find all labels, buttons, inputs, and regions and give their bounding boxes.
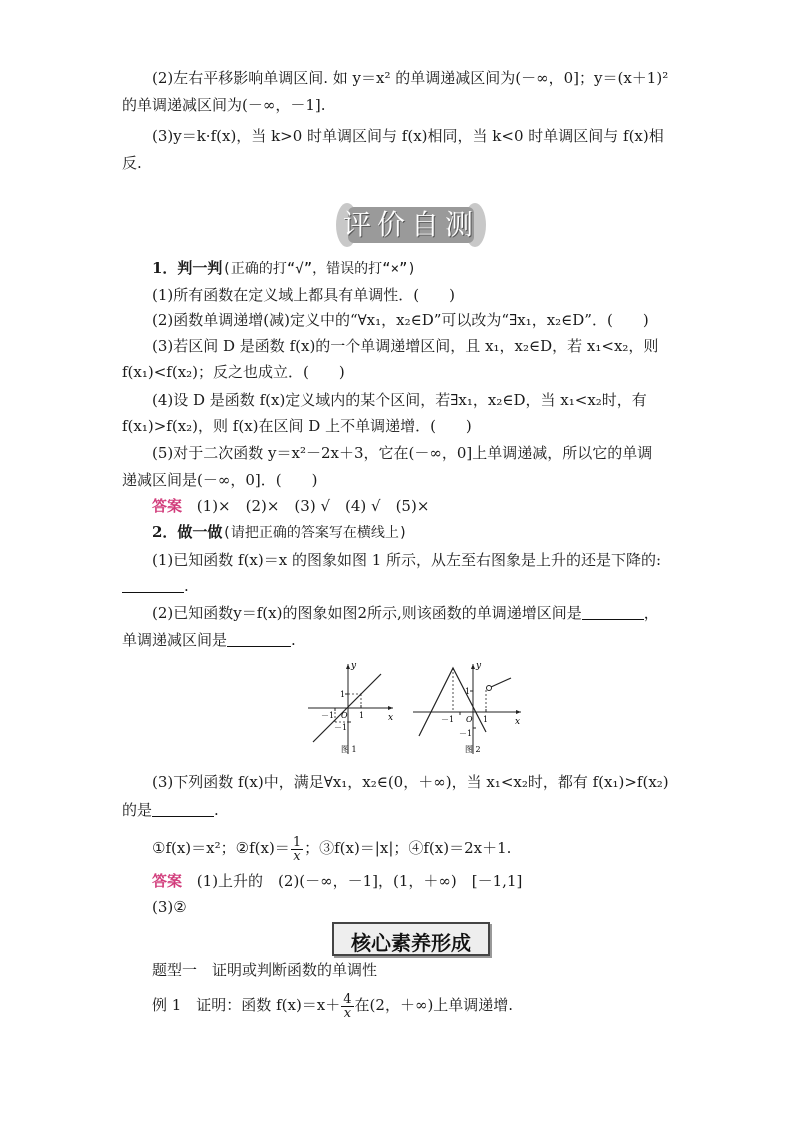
q1-item5-line2: 递减区间是(－∞，0]．( ) — [122, 471, 318, 489]
q2-item2-comma: ， — [643, 604, 659, 622]
fig2-axis-x: x — [515, 717, 521, 727]
q1-item5-line1: (5)对于二次函数 y＝x²－2x＋3，它在(－∞，0]上单调递减，所以它的单调 — [152, 444, 653, 462]
fig2-axis-y: y — [476, 661, 482, 671]
q2-item3-line1: (3)下列函数 f(x)中，满足∀x₁，x₂∈(0，＋∞)，当 x₁<x₂时，都有 f(x₁)>f(x₂) — [152, 773, 669, 791]
fig2-origin: O — [466, 715, 473, 724]
example-1 — [152, 988, 794, 1022]
q2-item2-blank-decrease[interactable] — [227, 632, 291, 647]
q2-item1-line1: (1)已知函数 f(x)＝x 的图象如图 1 所示，从左至右图象是上升的还是下降的: — [152, 551, 662, 569]
figure-1 — [308, 661, 393, 754]
q1-item4-line1: (4)设 D 是函数 f(x)定义域内的某个区间，若∃x₁，x₂∈D，当 x₁<x₂时，有 — [152, 391, 647, 409]
q2-options-a: ①f(x)＝x²；②f(x)＝ — [152, 839, 290, 857]
q1-answer-text: (1)× (2)× (3) √ (4) √ (5)× — [196, 497, 430, 515]
fraction-denominator: x — [343, 1005, 352, 1021]
q2-item3-period: . — [214, 801, 219, 819]
q1-item1: (1)所有函数在定义域上都具有单调性．( ) — [152, 286, 455, 304]
q2-answer-line2: (3)② — [152, 898, 187, 916]
fig2-tick-x1: 1 — [483, 715, 489, 724]
q2-item2-text: (2)已知函数y＝f(x)的图象如图2所示,则该函数的单调递增区间是 — [152, 604, 582, 622]
q2-options-b: ；③f(x)＝|x|；④f(x)＝2x＋1. — [304, 839, 512, 857]
q1-item2: (2)函数单调递增(减)定义中的“∀x₁，x₂∈D”可以改为“∃x₁，x₂∈D”．( ) — [152, 311, 649, 329]
q2-item2-period: . — [291, 631, 296, 649]
section-type1: 题型一 证明或判断函数的单调性 — [152, 961, 378, 979]
q1-item4-line2: f(x₁)>f(x₂)，则 f(x)在区间 D 上不单调递增．( ) — [122, 417, 472, 435]
q1-head: 1．判一判 — [152, 259, 223, 277]
q2-note: (请把正确的答案写在横线上) — [222, 525, 408, 541]
figure-2 — [413, 661, 521, 754]
q1-answer-label: 答案 — [152, 497, 183, 515]
q1-heading — [152, 258, 794, 279]
fig2-tick-xneg1: －1 — [441, 715, 455, 724]
example-1-text-b: 在(2，＋∞)上单调递增. — [354, 996, 514, 1014]
fraction-numerator: 4 — [343, 991, 352, 1007]
fraction-denominator: x — [293, 848, 301, 864]
self-test-banner — [340, 203, 482, 247]
fig2-piecewise-curve — [419, 668, 489, 736]
fraction-numerator: 1 — [292, 834, 302, 850]
q2-item2-line2 — [122, 630, 794, 650]
intro-p2-line2: 的单调递减区间为(－∞，－1]. — [122, 96, 326, 114]
fraction-4-over-x — [341, 993, 353, 1020]
core-literacy-banner — [332, 922, 490, 956]
fig1-tick-x1: 1 — [359, 711, 365, 720]
fig1-axis-x: x — [388, 713, 394, 723]
fig1-origin: O — [341, 711, 348, 720]
fig2-caption: 图 2 — [465, 745, 481, 754]
q2-item1-line2 — [122, 576, 794, 596]
q2-item3-blank[interactable] — [152, 802, 214, 817]
intro-p2-line1: (2)左右平移影响单调区间. 如 y＝x² 的单调递减区间为(－∞，0]；y＝(x＋1)² — [152, 69, 669, 87]
core-literacy-title: 核心素养形成 — [351, 931, 471, 955]
fig1-tick-yneg1: －1 — [334, 723, 348, 732]
fig1-tick-xneg1: －1 — [321, 711, 335, 720]
q1-answer — [152, 496, 794, 516]
fig1-tick-y1: 1 — [340, 690, 346, 699]
q2-options — [152, 832, 794, 864]
fig1-axis-y: y — [351, 661, 357, 671]
q1-note: (正确的打“√”，错误的打“×”) — [222, 261, 416, 277]
fig1-caption: 图 1 — [341, 745, 357, 754]
q2-answer-text: (1)上升的 (2)(－∞，－1]，(1，＋∞) [－1,1] — [196, 872, 523, 890]
q2-head: 2．做一做 — [152, 523, 223, 541]
q2-item2-text2: 单调递减区间是 — [122, 631, 228, 649]
q2-answer — [152, 871, 794, 891]
fig2-tick-y1: 1 — [465, 687, 471, 696]
fig2-tick-yneg1: －1 — [459, 729, 473, 738]
q2-item2-blank-increase[interactable] — [582, 605, 644, 620]
q2-heading — [152, 522, 794, 543]
q1-item3-line2: f(x₁)<f(x₂)；反之也成立．( ) — [122, 363, 345, 381]
fig2-open-point — [487, 686, 492, 691]
q2-answer-label: 答案 — [152, 872, 183, 890]
q2-item1-blank[interactable] — [122, 578, 184, 593]
q2-item3-text2: 的是 — [122, 801, 153, 819]
q2-item2-line1 — [152, 603, 794, 623]
q2-item3-line2 — [122, 800, 794, 820]
fraction-1-over-x — [291, 836, 303, 863]
banner-title: 评价自测 — [342, 208, 479, 241]
intro-p3-line1: (3)y＝k·f(x)，当 k>0 时单调区间与 f(x)相同，当 k<0 时单调区间与 f(x)相 — [152, 127, 664, 145]
intro-p3-line2: 反. — [122, 154, 142, 172]
q1-item3-line1: (3)若区间 D 是函数 f(x)的一个单调递增区间，且 x₁，x₂∈D，若 x₁<x₂，则 — [152, 337, 659, 355]
function-graphs-figure — [303, 656, 535, 762]
example-1-text-a: 例 1 证明：函数 f(x)＝x＋ — [152, 996, 341, 1014]
q2-item1-period: . — [184, 577, 189, 595]
